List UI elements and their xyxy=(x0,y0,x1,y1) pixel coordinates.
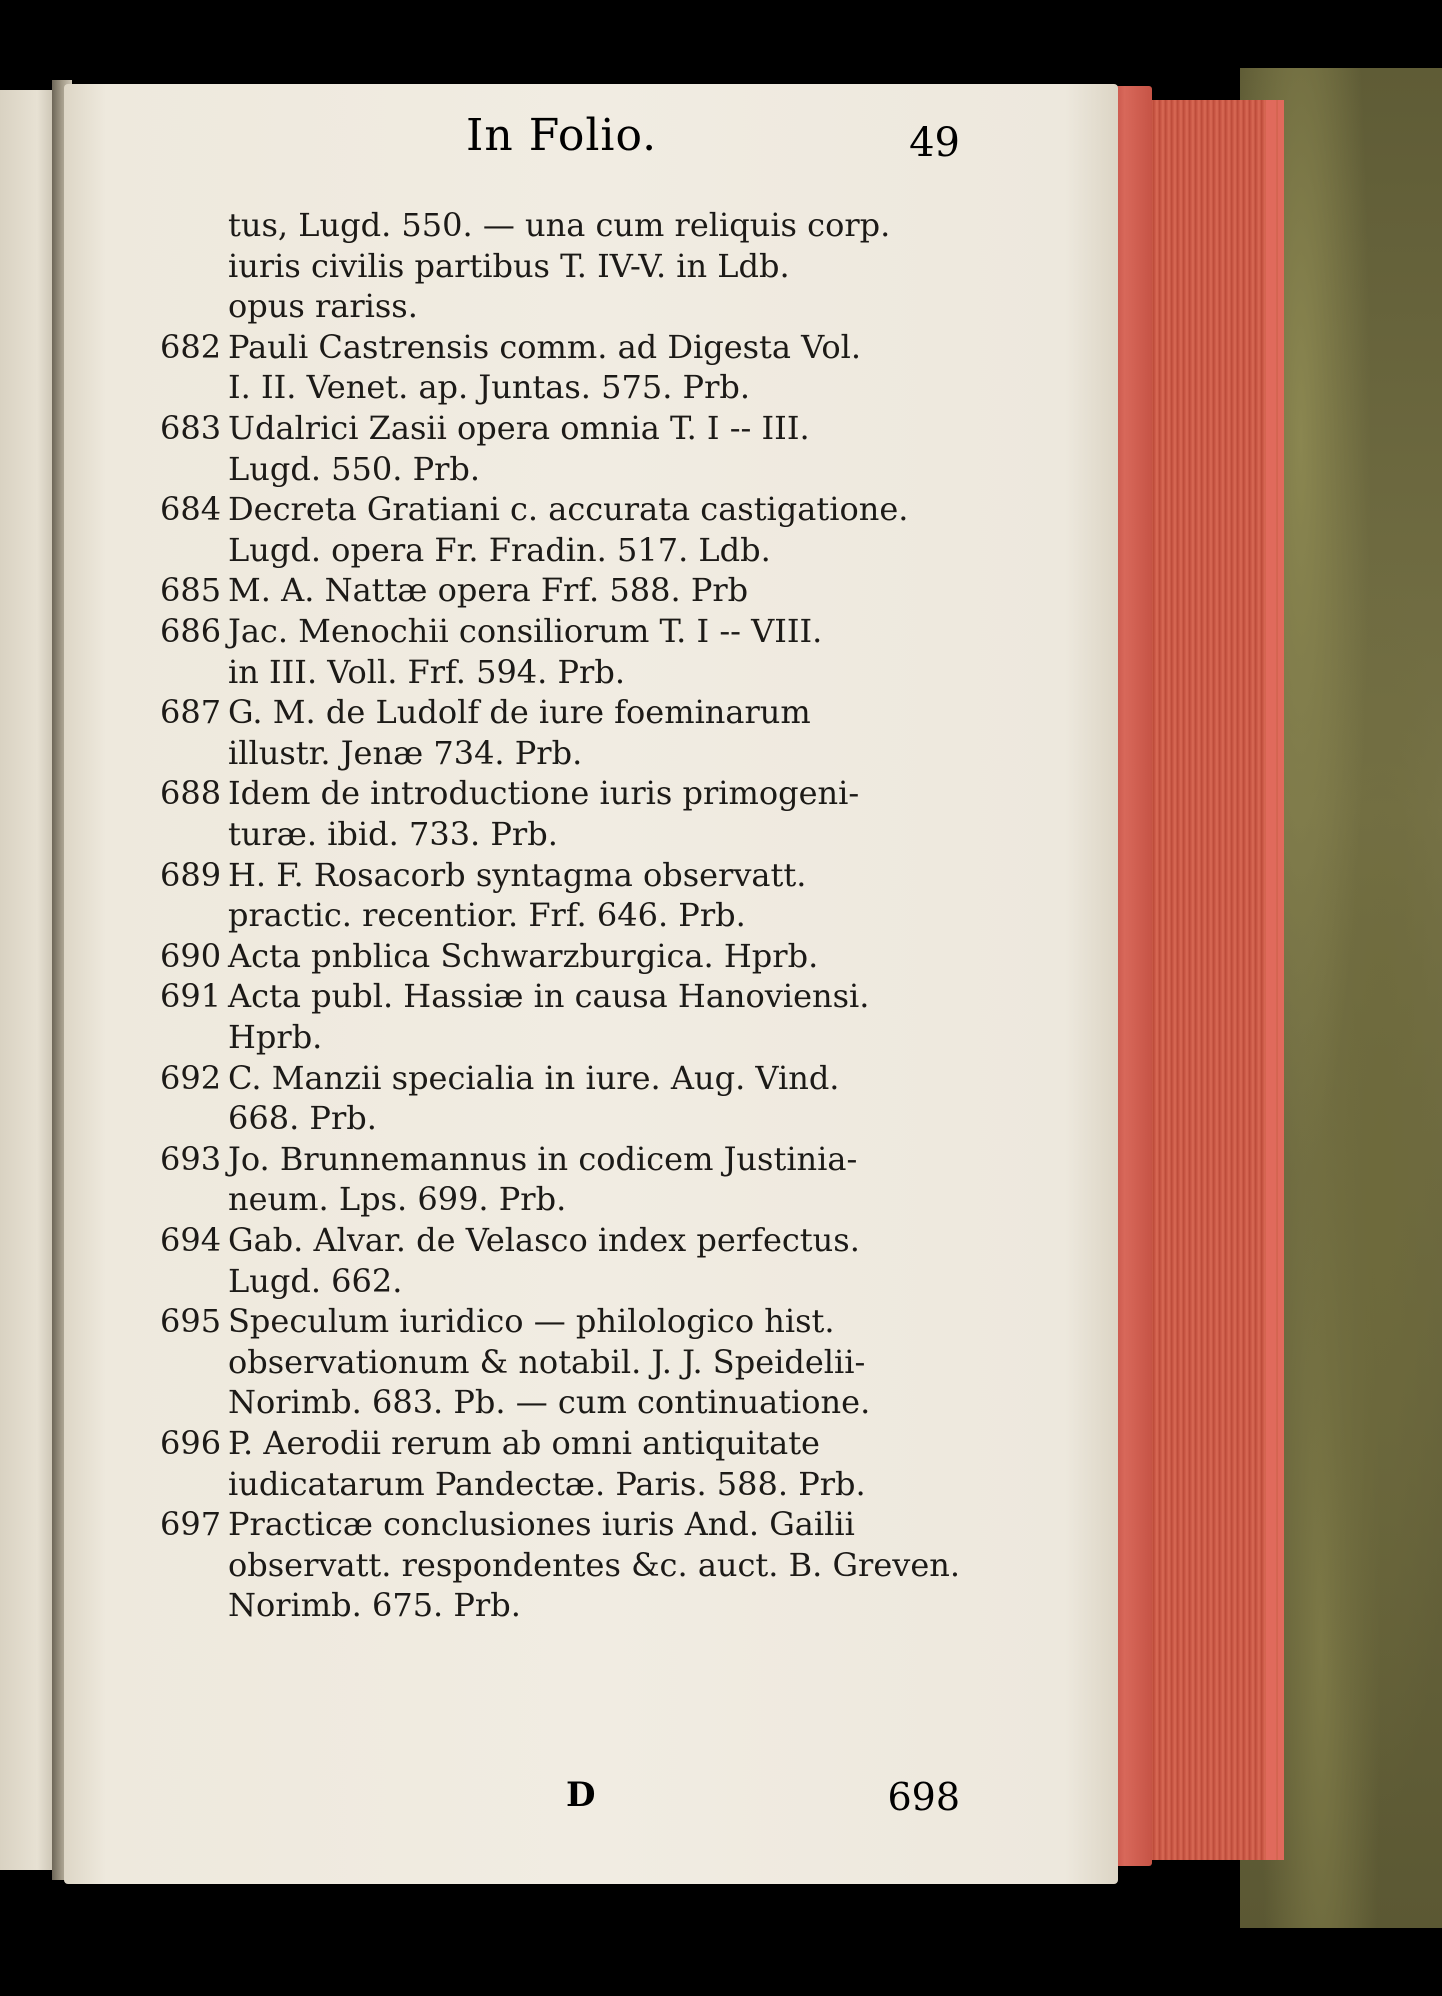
catalog-continuation-line xyxy=(228,1342,865,1382)
catalog-continuation-line xyxy=(228,733,582,773)
catalog-entry-line xyxy=(160,773,859,813)
cover-edge xyxy=(1266,100,1276,1860)
entry-number: 686 xyxy=(160,612,222,650)
entry-number: 688 xyxy=(160,774,222,813)
catalog-continuation-line xyxy=(228,814,558,854)
entry-text: Udalrici Zasii opera omnia T. I -- III. xyxy=(228,409,810,447)
entry-text: C. Manzii specialia in iure. Aug. Vind. xyxy=(228,1058,840,1097)
catalog-continuation-line xyxy=(228,1585,521,1625)
catalog-continuation-line xyxy=(228,1382,870,1422)
entry-text: Jac. Menochii consiliorum T. I -- VIII. xyxy=(228,612,823,650)
entry-number: 689 xyxy=(160,855,222,894)
entry-number: 697 xyxy=(160,1505,222,1544)
entry-text: turæ. ibid. 733. Prb. xyxy=(228,815,558,853)
entry-text: iuris civilis partibus T. IV-V. in Ldb. xyxy=(228,246,790,285)
entry-number: 694 xyxy=(160,1221,222,1259)
catalog-entry-line xyxy=(160,1423,820,1463)
catalog-entry-line xyxy=(160,408,810,448)
catalog-entry-line xyxy=(160,489,908,529)
running-title: In Folio. xyxy=(466,110,658,161)
catalog-continuation-line xyxy=(228,449,480,489)
catalog-entry-line xyxy=(160,570,748,610)
catalog-entry-line xyxy=(160,611,822,651)
entry-text: in III. Voll. Frf. 594. Prb. xyxy=(228,652,625,691)
catalog-continuation-line xyxy=(228,1464,866,1504)
catalog-entry-line xyxy=(160,1058,839,1098)
catalog-continuation-line xyxy=(228,367,750,407)
entry-text: neum. Lps. 699. Prb. xyxy=(228,1180,567,1219)
page-header xyxy=(160,110,960,170)
entry-number: 685 xyxy=(160,571,222,610)
catalog-continuation-line xyxy=(228,1545,960,1585)
catalog-entry-line xyxy=(160,1504,855,1544)
page-footer xyxy=(160,1775,960,1825)
entry-text: observatt. respondentes &c. auct. B. Greven. xyxy=(228,1545,961,1584)
entry-number: 687 xyxy=(160,693,222,732)
entry-text: Gab. Alvar. de Velasco index perfectus. xyxy=(228,1221,860,1259)
entry-text: Norimb. 683. Pb. — cum continuatione. xyxy=(228,1383,871,1422)
entry-text: H. F. Rosacorb syntagma observatt. xyxy=(228,855,807,894)
entry-text: observationum & notabil. J. J. Speidelii- xyxy=(228,1342,866,1381)
entry-text: Speculum iuridico — philologico hist. xyxy=(228,1302,835,1341)
entry-text: opus rariss. xyxy=(228,287,418,326)
signature-mark: D xyxy=(566,1775,596,1815)
entry-text: practic. recentior. Frf. 646. Prb. xyxy=(228,896,746,935)
catalog-entry-line xyxy=(160,936,818,976)
entry-text: illustr. Jenæ 734. Prb. xyxy=(228,733,583,772)
catalog-continuation-line xyxy=(228,895,746,935)
entry-text: Practicæ conclusiones iuris And. Gailii xyxy=(228,1505,855,1544)
catalog-entry-line xyxy=(160,1301,835,1341)
entry-number: 692 xyxy=(160,1058,222,1097)
catalog-continuation-line xyxy=(228,246,790,286)
entry-text: Idem de introductione iuris primogeni- xyxy=(228,774,860,813)
entry-number: 690 xyxy=(160,936,222,975)
catalog-continuation-line xyxy=(228,530,771,570)
catalog-continuation-line xyxy=(228,286,418,326)
entry-number: 684 xyxy=(160,490,222,529)
catalog-continuation-line xyxy=(228,1017,322,1057)
entry-text: I. II. Venet. ap. Juntas. 575. Prb. xyxy=(228,368,751,407)
entry-text: Lugd. 550. Prb. xyxy=(228,449,481,488)
entry-text: M. A. Nattæ opera Frf. 588. Prb xyxy=(228,571,749,610)
catalog-continuation-line xyxy=(228,652,625,692)
entry-text: Decreta Gratiani c. accurata castigatione. xyxy=(228,490,909,529)
catalog-entry-line xyxy=(160,1139,857,1179)
entry-text: Lugd. 662. xyxy=(228,1261,403,1300)
entry-number: 682 xyxy=(160,327,222,366)
catalog-entry-line xyxy=(160,327,861,367)
entry-number: 696 xyxy=(160,1424,222,1462)
entry-text: iudicatarum Pandectæ. Paris. 588. Prb. xyxy=(228,1464,866,1503)
entry-text: G. M. de Ludolf de iure foeminarum xyxy=(228,693,811,732)
catalog-continuation-line xyxy=(228,1261,402,1301)
entry-number: 693 xyxy=(160,1139,222,1178)
entry-text: Lugd. opera Fr. Fradin. 517. Ldb. xyxy=(228,530,771,569)
entry-number: 695 xyxy=(160,1302,222,1341)
entry-text: Acta publ. Hassiæ in causa Hanoviensi. xyxy=(228,977,870,1016)
catalog-continuation-line xyxy=(228,205,890,245)
catalog-entry-line xyxy=(160,855,806,895)
catalog-entry-line xyxy=(160,1220,860,1260)
catalog-continuation-line xyxy=(228,1098,377,1138)
entry-text: 668. Prb. xyxy=(228,1099,377,1138)
catalog-entry-line xyxy=(160,976,869,1016)
entry-text: Norimb. 675. Prb. xyxy=(228,1586,521,1625)
entry-number: 691 xyxy=(160,977,222,1016)
entry-text: Acta pnblica Schwarzburgica. Hprb. xyxy=(228,936,819,975)
entry-number: 683 xyxy=(160,409,222,447)
catchword: 698 xyxy=(887,1775,960,1819)
page-edges xyxy=(1148,100,1284,1860)
entry-text: Jo. Brunnemannus in codicem Justinia- xyxy=(228,1139,858,1178)
catalog-continuation-line xyxy=(228,1179,566,1219)
entry-text: Pauli Castrensis comm. ad Digesta Vol. xyxy=(228,327,861,366)
entry-text: tus, Lugd. 550. — una cum reliquis corp. xyxy=(228,206,891,244)
entry-text: Hprb. xyxy=(228,1018,323,1056)
catalog-entry-line xyxy=(160,692,811,732)
entry-text: P. Aerodii rerum ab omni antiquitate xyxy=(228,1424,820,1462)
page-number: 49 xyxy=(909,120,960,166)
